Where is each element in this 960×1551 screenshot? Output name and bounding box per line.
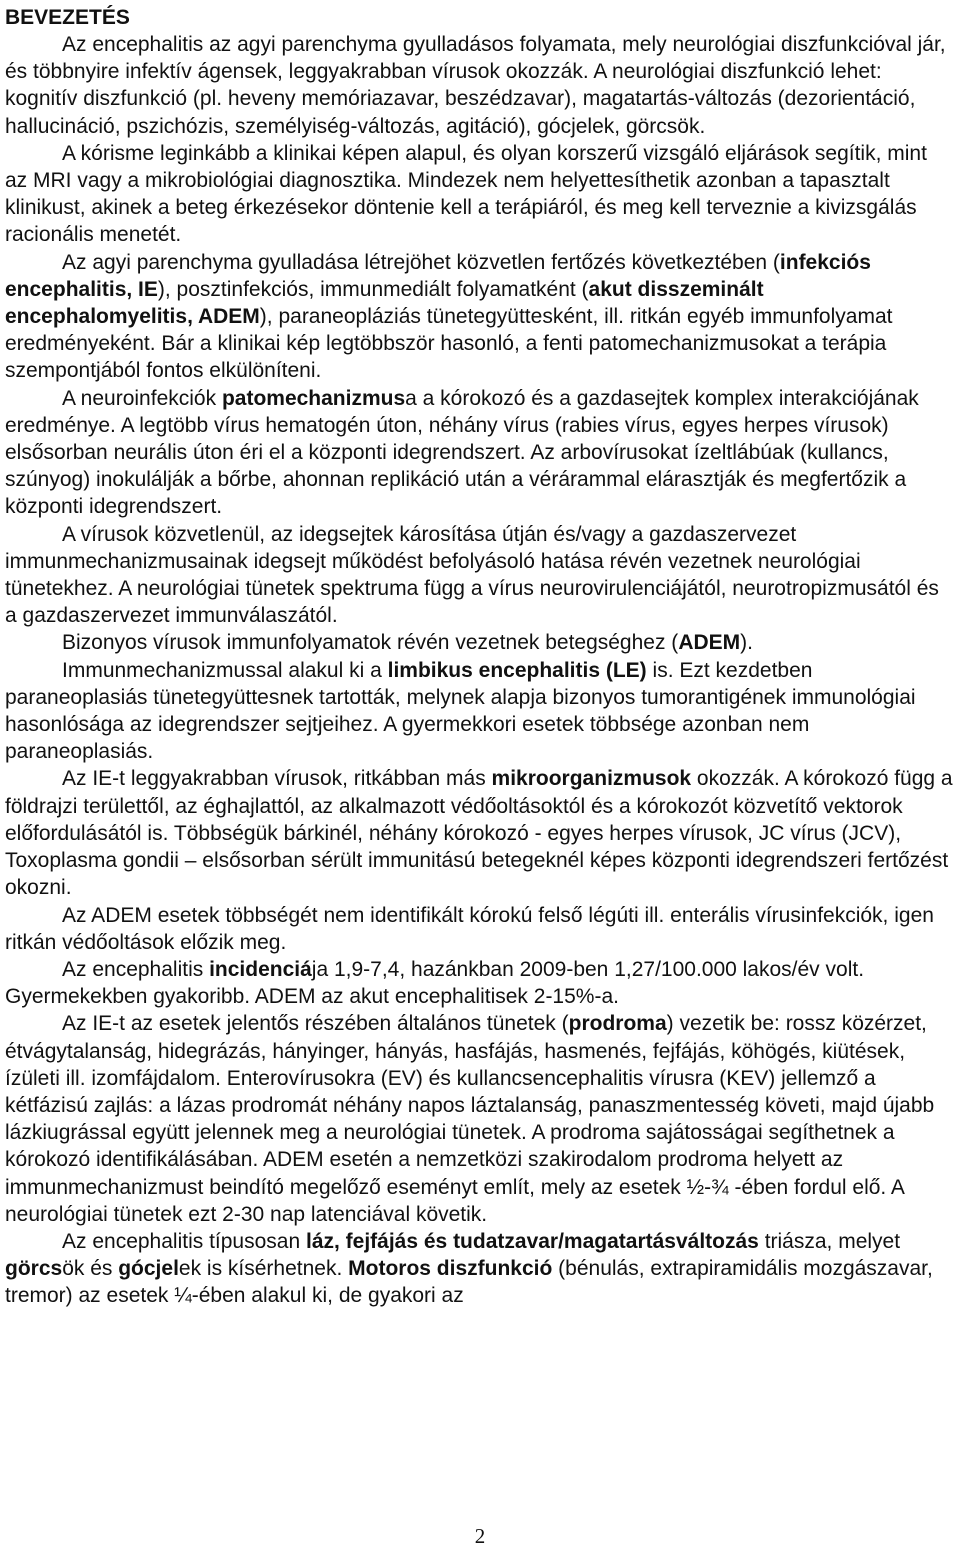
- bold-term: mikroorganizmusok: [491, 767, 692, 791]
- paragraph: [5, 31, 954, 140]
- text-run: Az agyi parenchyma gyulladása létrejöhet közvetlen fertőzés következtében (: [62, 250, 780, 274]
- bold-term: akut disszeminált encephalomyelitis, ADEM: [5, 277, 764, 329]
- text-run: A neuroinfekciók: [62, 386, 222, 410]
- text-run: Immunmechanizmussal alakul ki a: [62, 658, 388, 682]
- bold-term: görcs: [5, 1257, 63, 1281]
- bold-term: prodroma: [568, 1012, 667, 1036]
- bold-term: ADEM: [678, 631, 741, 655]
- bold-term: láz, fejfájás és tudatzavar/magatartásváltozás: [305, 1229, 759, 1253]
- text-run: okozzák. A kórokozó függ a földrajzi területtől, az éghajlattól, az alkalmazott védőoltásoktól és a kórokozót közvetítő vektorok előfordulásától is. Többségük bárkinél, néhány kórokozó - egyes herpes vírusok, JC vírus (JCV), Toxoplasma gondii – elsősorban sérült immunitású betegeknél képes központi idegrendszeri fertőzést okozni.: [5, 767, 953, 900]
- bold-term: gócjel: [118, 1257, 179, 1281]
- text-run: a a kórokozó és a gazdasejtek komplex interakciójának eredménye. A legtöbb vírus hematogén úton, néhány vírus (rabies vírus, egyes herpes vírusok) elsősorban neurális úton éri el a központi idegrendszert. Az arbovírusokat ízeltlábúak (kullancs, szúnyog) inokulálják a bőrbe, ahonnan replikáció után a vérárammal elárasztják és megfertőzik a központi idegrendszert.: [5, 386, 919, 519]
- paragraph: [5, 902, 954, 956]
- text-run: (bénulás, extrapiramidális mozgászavar, tremor) az esetek ¼-ében alakul ki, de gyakori az: [5, 1257, 933, 1308]
- paragraph: [5, 956, 954, 1010]
- paragraph: [5, 521, 954, 630]
- text-run: ), posztinfekciós, immunmediált folyamatként (: [157, 277, 589, 301]
- text-run: Az ADEM esetek többségét nem identifikált kórokú felső légúti ill. enterális vírusinfekciók, igen ritkán védőoltások előzik meg.: [5, 903, 934, 954]
- text-run: Bizonyos vírusok immunfolyamatok révén vezetnek betegséghez (: [62, 631, 679, 655]
- paragraph: [5, 385, 954, 521]
- paragraph: [5, 629, 954, 656]
- text-run: ), paraneopláziás tünetegyüttesként, ill. ritkán egyéb immunfolyamat eredményeként. Bár a klinikai kép legtöbbször hasonló, a fenti patomechanizmusokat a terápia szempontjából fontos elkülöníteni.: [5, 305, 893, 383]
- bold-term: limbikus encephalitis (LE): [387, 658, 647, 682]
- bold-term: patomechanizmus: [221, 386, 406, 410]
- paragraph: [5, 1010, 954, 1228]
- paragraph: [5, 1228, 954, 1310]
- text-run: ek is kísérhetnek.: [178, 1257, 349, 1281]
- bold-term: incidenciá: [209, 957, 312, 981]
- page-number: 2: [474, 1524, 486, 1548]
- text-run: triásza, melyet: [758, 1229, 901, 1253]
- text-run: Az IE-t az esetek jelentős részében általános tünetek (: [62, 1012, 569, 1036]
- text-run: Az IE-t leggyakrabban vírusok, ritkábban más: [62, 767, 492, 791]
- bold-term: Motoros diszfunkció: [348, 1257, 553, 1281]
- paragraph: [5, 140, 954, 249]
- text-run: Az encephalitis típusosan: [62, 1229, 306, 1253]
- text-run: ök és: [62, 1257, 119, 1281]
- text-run: ja 1,9-7,4, hazánkban 2009-ben 1,27/100.000 lakos/év volt. Gyermekekben gyakoribb. ADEM az akut encephalitisek 2-15%-a.: [5, 957, 865, 1009]
- bold-term: infekciós encephalitis, IE: [5, 250, 871, 301]
- text-run: ).: [740, 631, 753, 655]
- paragraph: [5, 657, 954, 766]
- paragraph: [5, 249, 954, 385]
- text-run: ) vezetik be: rossz közérzet, étvágytalanság, hidegrázás, hányinger, hányás, hasfájás, hasmenés, fejfájás, köhögés, kiütések, ízületi ill. izomfájdalom. Enterovírusokra (EV) és kullancsencephalitis vírusra (KEV) jellemző a kétfázisú zajlás: a lázas prodromát néhány napos láztalanság, panaszmentesség követi, majd újabb lázkiugrással együtt jelennek meg a neurológiai tünetek. A prodroma sajátosságai segíthetnek a kórokozó identifikálásában. ADEM esetén a nemzetközi szakirodalom prodroma helyett az immunmechanizmust beindító megelőző eseményt említ, mely az esetek ½-¾ -ében fordul elő. A neurológiai tünetek ezt 2-30 nap latenciával követik.: [5, 1012, 935, 1226]
- body-text: [5, 31, 954, 1310]
- paragraph: [5, 765, 954, 901]
- text-run: A kórisme leginkább a klinikai képen alapul, és olyan korszerű vizsgáló eljárások segítik, mint az MRI vagy a mikrobiológiai diagnosztika. Mindezek nem helyettesíthetik azonban a tapasztalt klinikust, akinek a beteg érkezésekor döntenie kell a terápiáról, és meg kell terveznie a kivizsgálás racionális menetét.: [5, 141, 927, 247]
- text-run: A vírusok közvetlenül, az idegsejtek károsítása útján és/vagy a gazdaszervezet immunmechanizmusainak idegsejt működést befolyásoló hatása révén vezetnek neurológiai tünetekhez. A neurológiai tünetek spektruma függ a vírus neurovirulenciájától, neurotropizmusától és a gazdaszervezet immunválaszától.: [5, 522, 939, 628]
- section-heading: BEVEZETÉS: [5, 6, 130, 29]
- text-run: is. Ezt kezdetben paraneoplasiás tünetegyüttesnek tartották, melynek alapja bizonyos tumorantigének immunológiai hasonlósága az idegrendszer sejtjeihez. A gyermekkori esetek többsége azonban nem paraneoplasiás.: [5, 658, 916, 764]
- text-run: Az encephalitis az agyi parenchyma gyulladásos folyamata, mely neurológiai diszfunkcióval jár, és többnyire infektív ágensek, leggyakrabban vírusok okozzák. A neurológiai diszfunkció lehet: kognitív diszfunkció (pl. heveny memóriazavar, beszédzavar), magatartás-változás (dezorientáció, hallucináció, pszichózis, személyiség-változás, agitáció), gócjelek, görcsök.: [5, 33, 946, 138]
- text-run: Az encephalitis: [62, 957, 210, 981]
